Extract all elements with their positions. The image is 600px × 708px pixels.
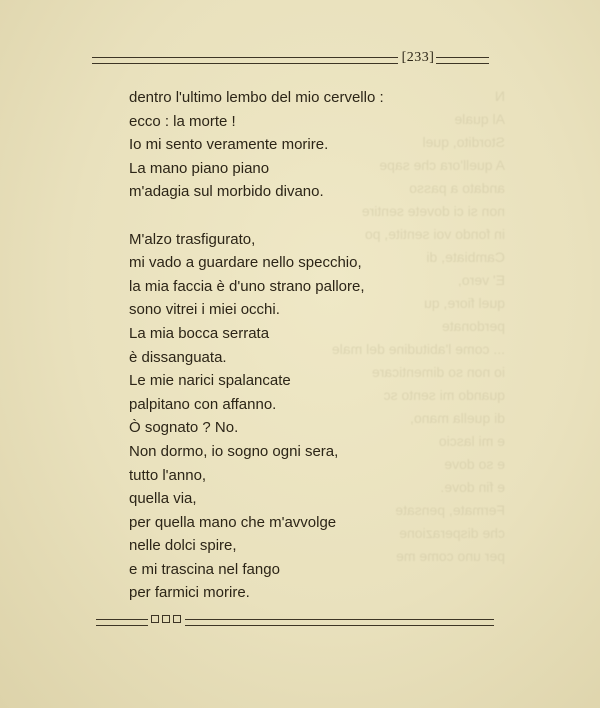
stanza-1 xyxy=(129,86,384,204)
poem-line: tutto l'anno, xyxy=(129,466,207,484)
poem-line: m'adagia sul morbido divano. xyxy=(129,183,324,201)
stanza-2 xyxy=(129,228,384,606)
bleed-through-text: N Al quale Stordito, quel A quell'ora che sape andato a passo non si ci dovete sentire in fondo voi sentite, po Cambiate, di E' vero, quel fiore, qu perdonate ... come l'abitudine del male io non so dimenticare quando mi sento sc di quella mano, e mi lascio e so dove e fin dove. Fermate, pensate che disperazione per uno come me xyxy=(331,88,505,564)
poem-line: e mi trascina nel fango xyxy=(129,560,280,578)
footer-rule-left xyxy=(96,619,148,626)
poem-line: La mano piano piano xyxy=(129,159,270,177)
poem-line: dentro l'ultimo lembo del mio cervello : xyxy=(129,89,384,106)
poem-line: Ò sognato ? No. xyxy=(129,419,239,437)
footer-rule-right xyxy=(185,619,494,626)
poem-line: Io mi sento veramente morire. xyxy=(129,136,329,154)
poem-line: per quella mano che m'avvolge xyxy=(129,513,337,531)
poem-line: ecco : la morte ! xyxy=(129,112,236,130)
poem-line: sono vitrei i miei occhi. xyxy=(129,301,280,319)
poem-line: è dissanguata. xyxy=(129,348,227,366)
poem-line: nelle dolci spire, xyxy=(129,537,237,555)
poem-line: per farmici morire. xyxy=(129,584,250,602)
poem-line: Non dormo, io sogno ogni sera, xyxy=(129,442,339,460)
poem-line: Le mie narici spalancate xyxy=(129,372,291,390)
ornament-square xyxy=(162,615,170,623)
ornament-square xyxy=(173,615,181,623)
poem-line: M'alzo trasfigurato, xyxy=(129,230,256,248)
poem-line: mi vado a guardare nello specchio, xyxy=(129,254,362,272)
ornament-square xyxy=(151,615,159,623)
poem-text xyxy=(129,86,384,605)
poem-line: la mia faccia è d'uno strano pallore, xyxy=(129,277,365,295)
header-rule-left xyxy=(92,57,398,64)
poem-line: palpitano con affanno. xyxy=(129,395,277,413)
poem-line: La mia bocca serrata xyxy=(129,324,270,342)
poem-line: quella via, xyxy=(129,490,197,508)
page-number: [233] xyxy=(401,50,435,65)
footer-ornament xyxy=(151,615,181,623)
header-rule-right xyxy=(436,57,489,64)
